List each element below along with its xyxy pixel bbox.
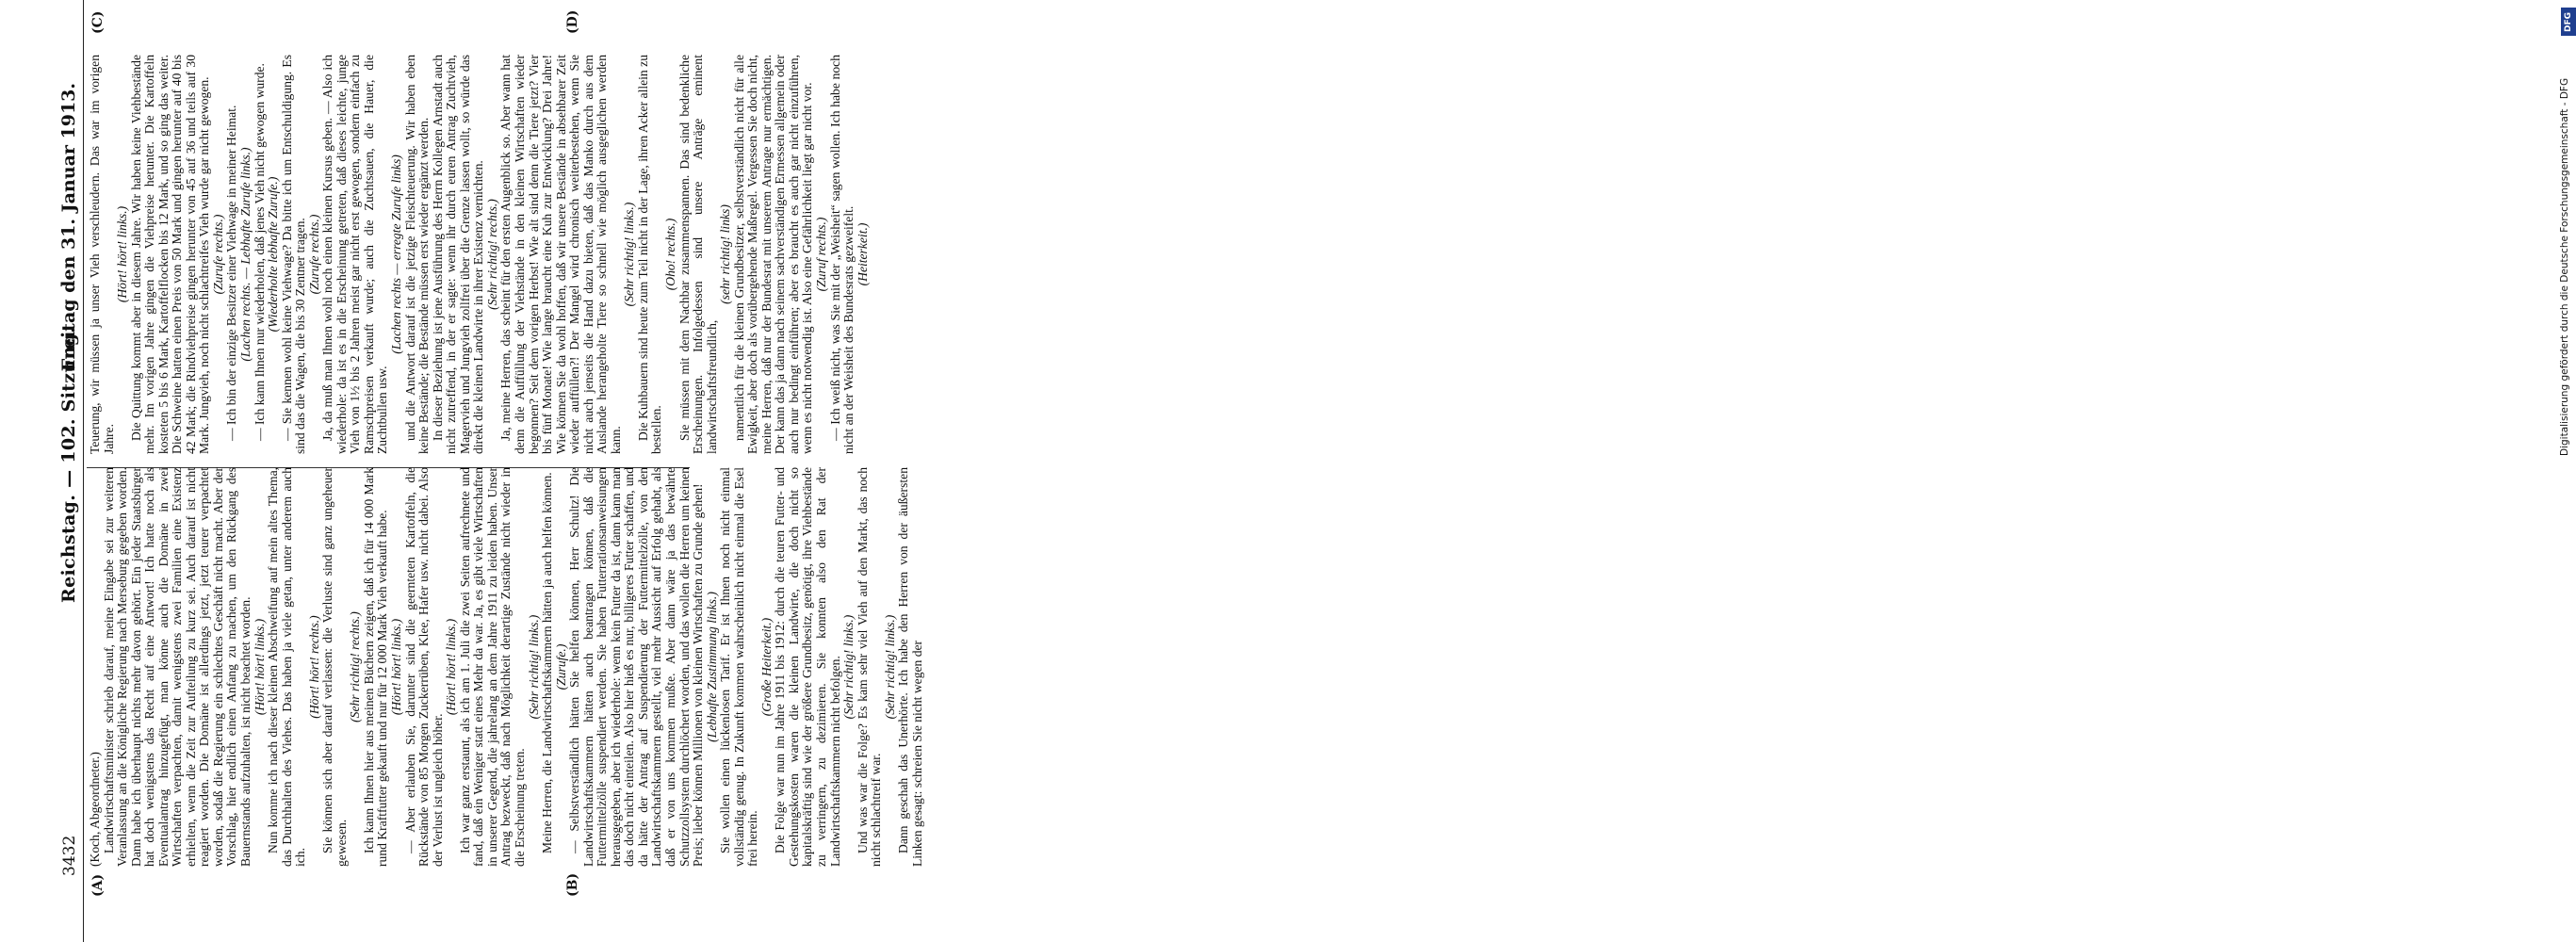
interjection: (Hört! hört! links.) bbox=[444, 618, 459, 716]
dfg-logo: DFG bbox=[2561, 8, 2576, 36]
session-title: Reichstag. — 102. Sitzung. bbox=[58, 326, 79, 603]
paragraph: Sie wollen einen lückenlosen Tarif. Er ist Ihnen noch nicht einmal vollständig genug. In Zukunft kommen wahrscheinlich nicht einmal die Esel frei herein. bbox=[718, 467, 760, 867]
margin-mark-d: (D) bbox=[565, 9, 580, 34]
interjection: (Sehr richtig! links.) bbox=[841, 614, 856, 720]
page-number: 3432 bbox=[60, 835, 79, 876]
paragraph: — Ich weiß nicht, was Sie mit der „Weisheit“ sagen wollen. Ich habe noch nicht an der Weisheit des Bundesrats gezweifelt. bbox=[827, 55, 856, 454]
paragraph: Dann geschah das Unerhörte. Ich habe den Herren von der äußersten Linken gesagt: schreien Sie nicht wegen der bbox=[896, 467, 924, 867]
interjection: (Hört! hört! rechts.) bbox=[306, 615, 321, 719]
interjection: (Sehr richtig! rechts.) bbox=[348, 611, 363, 723]
interjection: (Hört! hört! links.) bbox=[252, 618, 267, 716]
interjection: (Große Heiterkeit.) bbox=[758, 617, 774, 717]
interjection: (sehr richtig! links) bbox=[718, 204, 733, 304]
interjection: (Sehr richtig! rechts.) bbox=[484, 199, 499, 310]
interjection: (Zuruf rechts.) bbox=[813, 217, 828, 292]
interjection: (Lachen rechts — erregte Zurufe links) bbox=[389, 154, 404, 354]
paragraph: Die Quittung kommt aber in diesem Jahre. Wir haben keine Viehbestände mehr. Im vorigen Jahre gingen die Viehpreise herunter. Die Kartoffeln kosteten 5 bis 6 Mark, Kartoffelflocken bis 12 Mark, und so ging das weiter. Die Schweine hatten einen Preis von 50 Mark und gingen herunter auf 40 bis 42 Mark; die Rindviehpreise gingen herunter von 45 auf 36 und teils auf 30 Mark. Jungvieh, noch nicht schlachtreifes Vieh wurde gar nicht gewogen. bbox=[128, 55, 212, 454]
page-header bbox=[55, 0, 84, 942]
interjection: (Sehr richtig! links.) bbox=[622, 202, 637, 307]
interjection: (Hört! hört! links.) bbox=[389, 618, 404, 716]
paragraph: Sie müssen mit dem Nachbar zusammenspannen. Das sind bedenkliche Erscheinungen. Infolgedessen sind unsere Anträge eminent landwirtschaftsfreundlich, bbox=[677, 55, 719, 454]
paragraph: Sie können sich aber darauf verlassen: die Verluste sind ganz ungeheuer gewesen. bbox=[320, 467, 349, 867]
interjection: (Wiederholte lebhafte Zurufe.) bbox=[266, 176, 281, 333]
paragraph: Ja, meine Herren, das scheint für den ersten Augenblick so. Aber wann hat denn die Auffüllung der Viehstände in den kleinen Wirtschaften wieder begonnen? Seit dem vorigen Herbst! Wie alt sind denn die Tiere jetzt? Vier bis fünf Monate! Wie lange braucht eine Kuh zur Entwicklung? Drei Jahre! Wie können Sie da wohl hoffen, daß wir unsere Bestände in absehbarer Zeit wieder auffüllen?! Der Mangel wird chronisch weiterbestehen, wenn Sie nicht auch jenseits die Hand dazu bieten, daß das Manko durch aus dem Auslande herangeholte Tiere so schnell wie möglich ausgeglichen werden kann. bbox=[498, 55, 623, 454]
digitization-note: Digitalisierung gefördert durch die Deutsche Forschungsgemeinschaft - DFG bbox=[2559, 77, 2570, 456]
paragraph: Landwirtschaftsminister schrieb darauf, meine Eingabe sei zur weiteren Veranlassung an die Königliche Regierung nach Merseburg gegeben worden. Dann habe ich überhaupt nichts mehr davon gehört. Ein jeder Staatsbürger hat doch wenigstens das Recht auf eine Antwort! Ich hatte noch als Eventualantrag hinzugefügt, man könne auch die Domäne in zwei Wirtschaften verpachten, damit wenigstens zwei Familien eine Existenz erhielten, wenn die Zeit zur Aufteilung zu kurz sei. Auch darauf ist nicht reagiert worden. Die Domäne ist allerdings jetzt, jetzt teurer verpachtet worden, sodaß die Regierung ein schlechtes Geschäft nicht macht. Aber der Vorschlag, hier endlich einen Anfang zu machen, um den Rückgang des Bauernstands aufzuhalten, ist nicht beachtet worden. bbox=[101, 467, 253, 867]
paragraph: — Aber erlauben Sie, darunter sind die geernteten Kartoffeln, die Rückstände von 85 Morgen Zuckerrüben, Klee, Hafer usw. nicht dabei. Also der Verlust ist ungleich höher. bbox=[402, 467, 445, 867]
paragraph: — Sie kennen wohl keine Viehwage? Da bitte ich um Entschuldigung. Es sind das die Wagen, die bis 30 Zentner tragen. bbox=[279, 55, 308, 454]
paragraph: und die Antwort darauf ist die jetzige Fleischteuerung. Wir haben eben keine Bestände; die Bestände müssen erst wieder ergänzt werden. bbox=[402, 55, 432, 454]
interjection: (Zurufe.) bbox=[553, 643, 568, 690]
interjection: (Zurufe rechts.) bbox=[210, 214, 225, 295]
right-text-column bbox=[89, 55, 870, 454]
paragraph: In dieser Beziehung ist jene Ausführung des Herrn Kollegen Arnstadt auch nicht zutreffend, in der er sagte: wenn ihr durch euren Antrag Zuchtvieh, Magervieh und Jungvieh zollfrei über die Grenze lassen wollt, so würde das direkt die kleinen Landwirte in ihrer Existenz vernichten. bbox=[430, 55, 486, 454]
interjection: (Lebhafte Zustimmung links.) bbox=[704, 592, 719, 742]
paragraph: — Ich bin der einzige Besitzer einer Viehwage in meiner Heimat. bbox=[224, 105, 239, 441]
paragraph: Ja, da muß man Ihnen wohl noch einen kleinen Kursus geben. — Also ich wiederhole: da ist es in die Erscheinung getreten, daß dieses leichte, junge Vieh von 1½ bis 2 Jahren meist gar nicht erst gewogen, sondern einfach zu Ramschpreisen verkauft wurde; auch die Zuchtsauen, die Hauer, die Zuchtbullen usw. bbox=[320, 55, 390, 454]
interjection: (Oho! rechts.) bbox=[662, 218, 677, 291]
paragraph: — Ich kann Ihnen nur wiederholen, daß jenes Vieh nicht gewogen wurde. bbox=[252, 63, 267, 441]
paragraph: Ich war ganz erstaunt, als ich am 1. Juli die zwei Seiten aufrechnete und fand, daß ein Weniger statt eines Mehr da war. Ja, es gibt viele Wirtschaften in unserer Gegend, die jahrelang an dem Jahre 1911 zu leiden haben. Unser Antrag bezweckt, daß nach Möglichkeit derartige Zustände nicht wieder in die Erscheinung treten. bbox=[457, 467, 527, 867]
left-text-column bbox=[89, 467, 924, 867]
paragraph: Meine Herren, die Landwirtschaftskammern hätten ja auch helfen können. bbox=[540, 472, 555, 853]
paragraph: (Koch, Abgeordneter.) bbox=[88, 752, 102, 867]
paragraph: Ich kann Ihnen hier aus meinen Büchern zeigen, daß ich für 14 000 Mark rund Kraftfutter gekauft und nur für 12 000 Mark Vieh verkauft habe. bbox=[361, 467, 390, 867]
interjection: (Sehr richtig! links.) bbox=[882, 614, 897, 720]
paragraph: Teuerung, wir müssen ja unser Vieh verschleudern. Das war im vorigen Jahre. bbox=[88, 55, 116, 454]
interjection: (Hört! hört! links.) bbox=[115, 205, 130, 303]
paragraph: Nun komme ich nach dieser kleinen Abschweifung auf mein altes Thema, das Durchhalten des Viehes. Das haben ja viele getan, unter anderem auch ich. bbox=[266, 467, 308, 867]
digitization-strip bbox=[1278, 0, 2573, 942]
interjection: (Sehr richtig! links.) bbox=[526, 614, 541, 720]
interjection: (Heiterkeit.) bbox=[855, 222, 870, 286]
paragraph: namentlich für die kleinen Grundbesitzer, selbstverständlich nicht für alle Ewigkeit, aber doch als vorübergehende Maßregel. Vergessen Sie doch nicht, meine Herren, daß nur der Bundesrat mit unserem Antrage nur ermächtigen. Der kann das ja dann nach seinem sachverständigen Ermessen allgemein oder auch nur bedingt einführen; aber es braucht es auch gar nicht einzuführen, wenn es nicht notwendig ist. Also eine Gefährlichkeit liegt gar nicht vor. bbox=[731, 55, 815, 454]
interjection: (Zurufe rechts.) bbox=[306, 214, 321, 295]
margin-mark-a: (A) bbox=[90, 873, 106, 897]
paragraph: Die Folge war nun im Jahre 1911 bis 1912: durch die teuren Futter- und Gestehungskosten waren die kleinen Landwirte, die doch nicht so kapitalskräftig sind wie der größere Grundbesitz, genötigt, ihre Viehbestände zu verringern, zu dezimieren. Sie konnten also den Rat der Landwirtschaftskammern nicht befolgen. bbox=[773, 467, 842, 867]
margin-mark-b: (B) bbox=[565, 872, 580, 897]
margin-mark-c: (C) bbox=[90, 10, 106, 34]
session-date: Freitag den 31. Januar 1913. bbox=[58, 83, 79, 372]
paragraph: Die Kuhbauern sind heute zum Teil nicht in der Lage, ihren Acker allein zu bestellen. bbox=[635, 55, 664, 454]
paragraph: Und was war die Folge? Es kam sehr viel Vieh auf den Markt, das noch nicht schlachtreif war. bbox=[855, 467, 884, 867]
paragraph: — Selbstverständlich hätten Sie helfen können, Herr Schultz! Die Landwirtschaftskammern hätten auch beantragen können, daß die Futtermittelzölle suspendiert werden. Sie haben Futterrationsanweisungen herausgegeben, aber ich wiederhole: wenn kein Futter da ist, dann kann man das doch nicht einteilen. Also hier hieß es nur, billigeres Futter schaffen, und da hätte der Antrag auf Suspendierung der Futtermittelzölle, von den Landwirtschaftskammern gestellt, viel mehr Aussicht auf Erfolg gehabt, als daß er von uns kommen mußte. Aber dann wäre ja das bewährte Schutzzollsystem durchlöchert worden, und das wollen die Herren um keinen Preis; lieber können Millionen von kleinen Wirtschaften zu Grunde gehen! bbox=[567, 467, 706, 867]
interjection: (Lachen rechts. — Lebhafte Zurufe links.) bbox=[238, 147, 253, 362]
